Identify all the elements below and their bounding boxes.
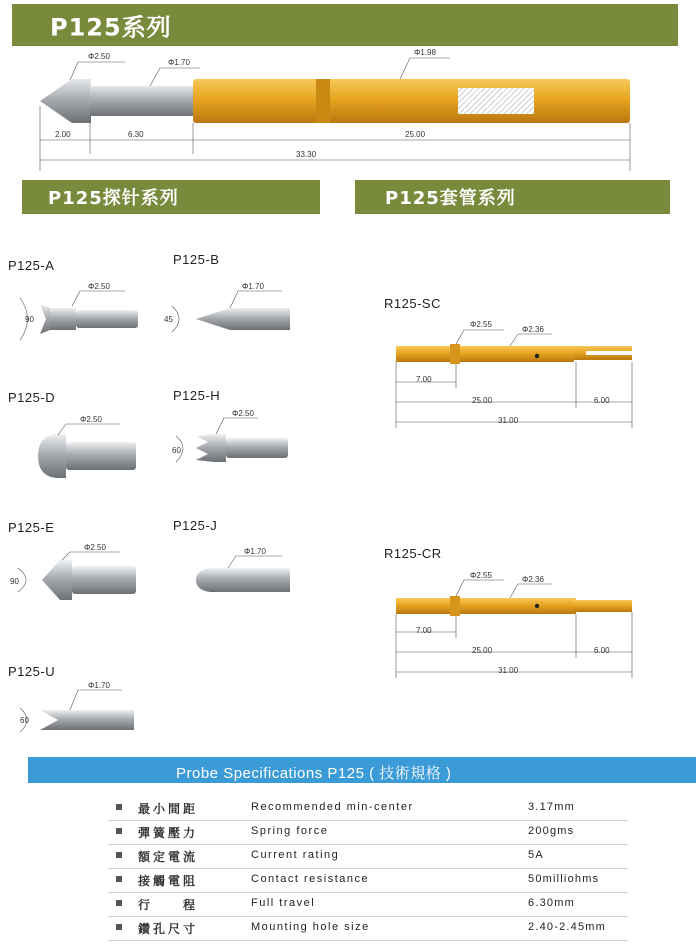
socket-drawings <box>380 300 700 720</box>
spec-row <box>108 845 628 869</box>
probe-e-dia: Φ2.50 <box>84 543 106 552</box>
probe-series-banner <box>22 180 320 214</box>
main-tip-dia: Φ2.50 <box>88 52 110 61</box>
probe-j-dia: Φ1.70 <box>244 547 266 556</box>
spec-title: Probe Specifications P125 ( 技術規格 ) <box>176 765 452 782</box>
probe-d-tip <box>38 434 136 478</box>
probe-a-dia: Φ2.50 <box>88 282 110 291</box>
probe-h-dia: Φ2.50 <box>232 409 254 418</box>
main-dim-2: 6.30 <box>128 130 144 139</box>
probe-label-d: P125-D <box>8 390 56 405</box>
spec-en: Full travel <box>251 897 316 909</box>
bullet-icon <box>116 852 122 858</box>
main-dim-3: 25.00 <box>405 130 426 139</box>
spec-en: Mounting hole size <box>251 921 370 933</box>
probe-u-tip <box>40 710 134 730</box>
socket-sc-c: 6.00 <box>594 396 610 405</box>
spec-row <box>108 893 628 917</box>
socket-series-banner <box>355 180 670 214</box>
probe-e-tip <box>42 560 136 600</box>
probe-a-angle: 90 <box>25 315 34 324</box>
socket-sc-body <box>396 344 632 364</box>
bullet-icon <box>116 828 122 834</box>
probe-series-title: P125探针系列 <box>48 188 179 209</box>
spec-zh: 接觸電阻 <box>138 874 199 888</box>
socket-cr-b: 25.00 <box>472 646 493 655</box>
probe-label-a: P125-A <box>8 258 55 273</box>
spec-val: 50milliohms <box>528 873 600 885</box>
probe-label-j: P125-J <box>173 518 218 533</box>
probe-label-e: P125-E <box>8 520 55 535</box>
socket-cr-a: 7.00 <box>416 626 432 635</box>
spec-row <box>108 917 628 941</box>
main-dim-1: 2.00 <box>55 130 71 139</box>
spec-row <box>108 797 628 821</box>
main-probe-body <box>40 79 630 123</box>
spec-val: 200gms <box>528 825 575 837</box>
main-dim-4: 33.30 <box>296 150 317 159</box>
probe-u-angle: 60 <box>20 716 29 725</box>
spec-en: Contact resistance <box>251 873 370 885</box>
main-barrel-dia: Φ1.98 <box>414 48 436 57</box>
spec-row <box>108 869 628 893</box>
bullet-icon <box>116 924 122 930</box>
spec-en: Current rating <box>251 849 340 861</box>
spec-val: 3.17mm <box>528 801 575 813</box>
probe-b-tip <box>196 308 290 330</box>
bullet-icon <box>116 804 122 810</box>
socket-sc-a: 7.00 <box>416 375 432 384</box>
spec-zh: 鑽孔尺寸 <box>138 922 199 936</box>
spec-zh: 最小間距 <box>138 802 199 816</box>
probe-h-tip <box>196 434 288 462</box>
main-shaft-dia: Φ1.70 <box>168 58 190 67</box>
spec-val: 2.40-2.45mm <box>528 921 607 933</box>
bullet-icon <box>116 876 122 882</box>
probe-label-b: P125-B <box>173 252 220 267</box>
socket-sc-dia2: Φ2.36 <box>522 325 544 334</box>
spec-title-bar <box>28 757 696 783</box>
spec-val: 6.30mm <box>528 897 575 909</box>
socket-cr-dia1: Φ2.55 <box>470 571 492 580</box>
socket-label-sc: R125-SC <box>384 296 441 311</box>
probe-label-u: P125-U <box>8 664 56 679</box>
probe-j-tip <box>196 568 290 592</box>
probe-u-dia: Φ1.70 <box>88 681 110 690</box>
probe-a-tip <box>20 298 138 340</box>
series-title-banner <box>12 4 678 46</box>
probe-b-angle: 45 <box>164 315 173 324</box>
spec-zh: 行 程 <box>138 898 199 912</box>
socket-cr-dia2: Φ2.36 <box>522 575 544 584</box>
socket-sc-b: 25.00 <box>472 396 493 405</box>
probe-h-angle: 60 <box>172 446 181 455</box>
probe-b-dia: Φ1.70 <box>242 282 264 291</box>
probe-e-angle: 90 <box>10 577 19 586</box>
spec-row <box>108 821 628 845</box>
spec-val: 5A <box>528 849 544 861</box>
probe-d-dia: Φ2.50 <box>80 415 102 424</box>
spec-zh: 額定電流 <box>138 850 199 864</box>
probe-tips-drawing <box>0 270 320 750</box>
socket-cr-body <box>396 596 632 616</box>
socket-cr-d: 31.00 <box>498 666 519 675</box>
socket-label-cr: R125-CR <box>384 546 442 561</box>
spec-en: Spring force <box>251 825 329 837</box>
socket-series-title: P125套管系列 <box>385 188 516 209</box>
bullet-icon <box>116 900 122 906</box>
socket-sc-dia1: Φ2.55 <box>470 320 492 329</box>
series-title: P125系列 <box>50 13 172 42</box>
spec-zh: 彈簧壓力 <box>138 826 199 840</box>
probe-label-h: P125-H <box>173 388 221 403</box>
socket-sc-d: 31.00 <box>498 416 519 425</box>
socket-cr-c: 6.00 <box>594 646 610 655</box>
spec-en: Recommended min-center <box>251 801 414 813</box>
